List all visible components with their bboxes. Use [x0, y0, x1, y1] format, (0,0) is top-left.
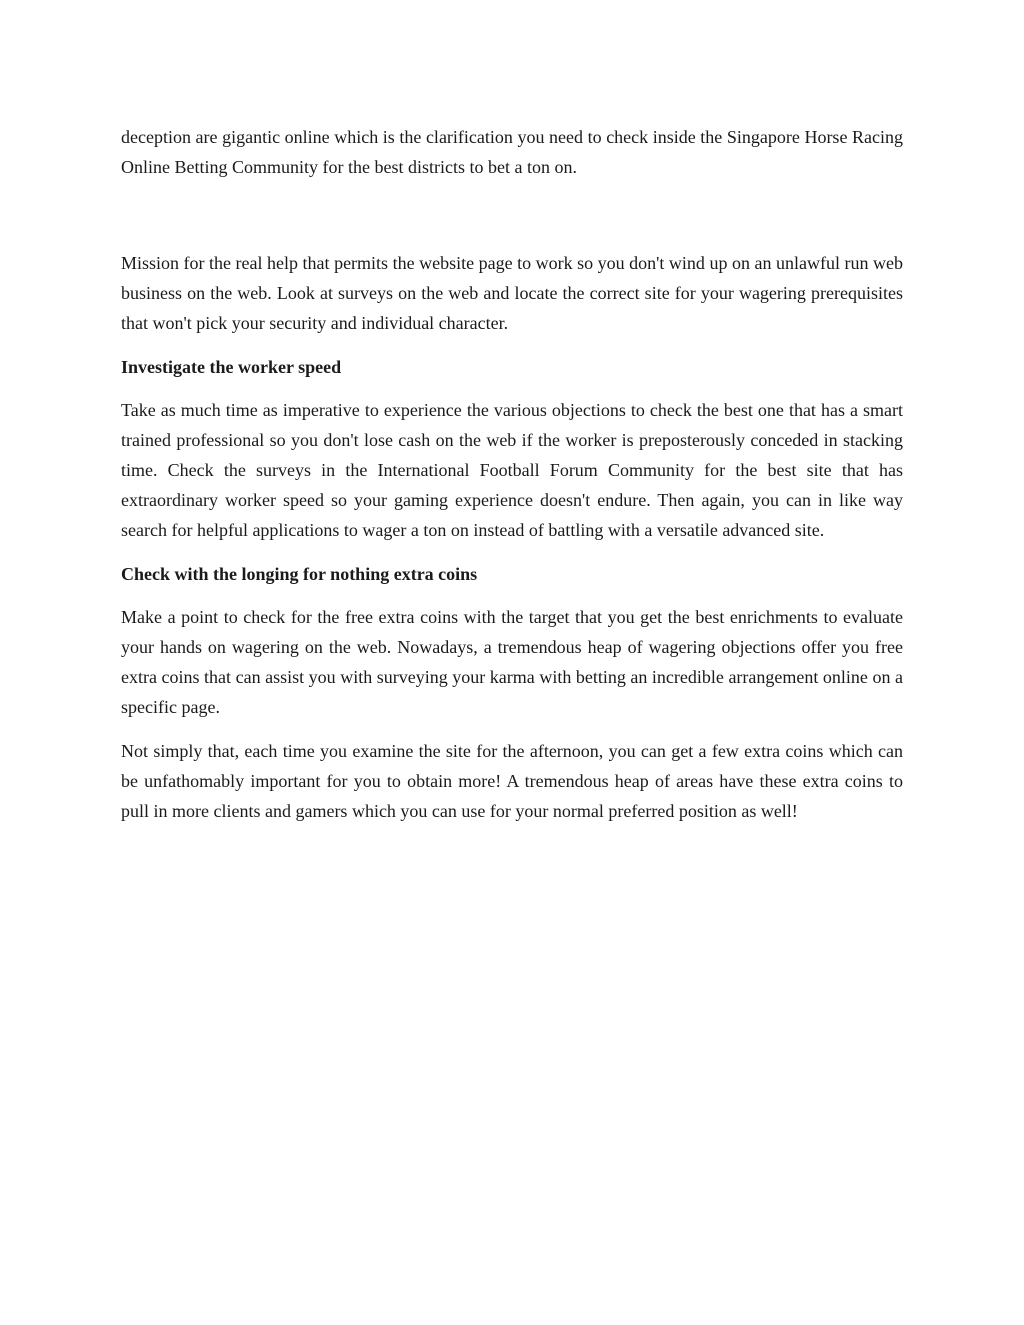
paragraph-daily-coins: Not simply that, each time you examine the site for the afternoon, you can get a few extra coins which can be unfathomably important for you to obtain more! A tremendous heap of areas have these extra coins to pull in more clients and gamers which you can use for your normal preferred position as well! [121, 741, 903, 821]
paragraph-bonus-coins: Make a point to check for the free extra coins with the target that you get the best enrichments to evaluate your hands on wagering on the web. Nowadays, a tremendous heap of wagering objections offer you free extra coins that can assist you with surveying your karma with betting an incredible arrangement online on a specific page. [121, 607, 903, 717]
paragraph-spacer [121, 182, 903, 248]
section-heading-bonus-coins: Check with the longing for nothing extra coins [121, 564, 478, 584]
paragraph-legitimate-support: Mission for the real help that permits the website page to work so you don't wind up on an unlawful run web business on the web. Look at surveys on the web and locate the correct site for your wagering prerequisites that won't pick your security and individual character. [121, 253, 903, 333]
section-heading-server-speed: Investigate the worker speed [121, 357, 342, 377]
paragraph-intro-continuation: deception are gigantic online which is the clarification you need to check inside the Singapore Horse Racing Online Betting Community for the best districts to bet a ton on. [121, 127, 903, 177]
document-page [121, 122, 903, 840]
paragraph-server-speed: Take as much time as imperative to experience the various objections to check the best one that has a smart trained professional so you don't lose cash on the web if the worker is preposterously conceded in stacking time. Check the surveys in the International Football Forum Community for the best site that has extraordinary worker speed so your gaming experience doesn't endure. Then again, you can in like way search for helpful applications to wager a ton on instead of battling with a versatile advanced site. [121, 400, 903, 540]
